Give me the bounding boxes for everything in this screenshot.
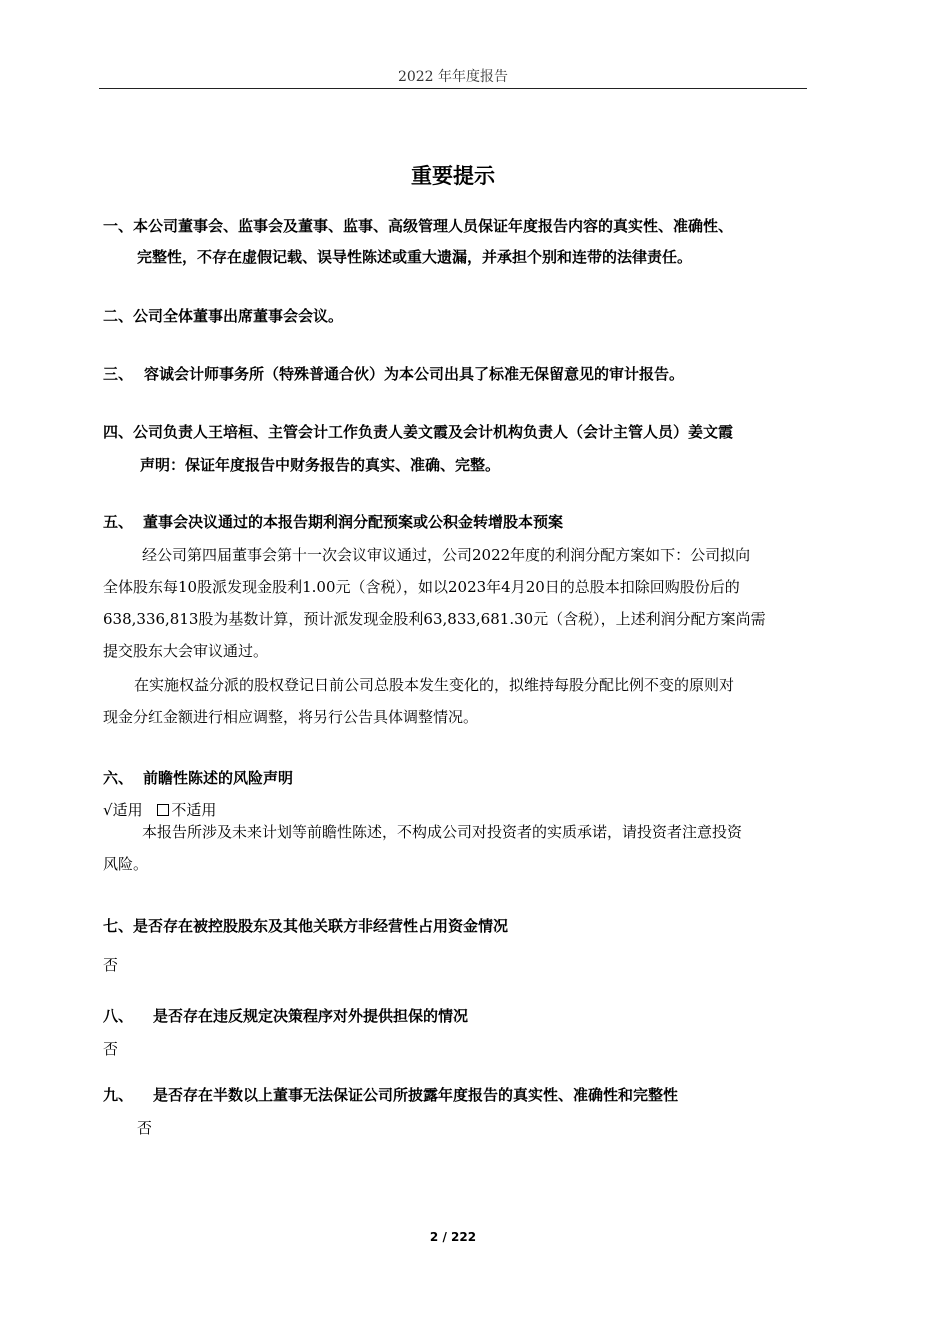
applicable-option: 适用 — [112, 801, 143, 819]
page-title: 重要提示 — [411, 164, 495, 188]
section-2-line-1: 二、公司全体董事出席董事会会议。 — [103, 307, 344, 325]
section-8-number: 八、 — [103, 1007, 134, 1025]
header-rule — [99, 88, 807, 89]
section-5-heading: 董事会决议通过的本报告期利润分配预案或公积金转增股本预案 — [143, 513, 564, 531]
section-3-number: 三、 — [103, 365, 134, 383]
section-7-answer: 否 — [103, 956, 119, 974]
section-9-number: 九、 — [103, 1086, 134, 1104]
not-applicable-label: 不适用 — [171, 801, 217, 819]
section-5-paragraph-1-line-1: 经公司第四届董事会第十一次会议审议通过，公司2022年度的利润分配方案如下：公司拟向 — [142, 546, 751, 564]
section-5-paragraph-2-line-1: 在实施权益分派的股权登记日前公司总股本发生变化的，拟维持每股分配比例不变的原则对 — [134, 676, 735, 694]
check-mark-icon: √ — [103, 801, 113, 819]
section-4-line-2: 声明：保证年度报告中财务报告的真实、准确、完整。 — [140, 456, 501, 474]
section-8-heading: 是否存在违反规定决策程序对外提供担保的情况 — [153, 1007, 469, 1025]
section-5-number: 五、 — [103, 513, 134, 531]
section-5-paragraph-1-line-2: 全体股东每10股派发现金股利1.00元（含税），如以2023年4月20日的总股本扣除回购股份后的 — [103, 578, 740, 596]
section-9-heading: 是否存在半数以上董事无法保证公司所披露年度报告的真实性、准确性和完整性 — [153, 1086, 679, 1104]
section-9-answer: 否 — [137, 1119, 153, 1137]
section-5-paragraph-1-line-3: 638,336,813股为基数计算，预计派发现金股利63,833,681.30元（含税），上述利润分配方案尚需 — [103, 610, 766, 628]
section-8-answer: 否 — [103, 1040, 119, 1058]
section-5-paragraph-1-line-4: 提交股东大会审议通过。 — [103, 642, 269, 660]
section-3-line-1: 容诚会计师事务所（特殊普通合伙）为本公司出具了标准无保留意见的审计报告。 — [144, 365, 685, 383]
page-number: 2 / 222 — [429, 1230, 477, 1244]
section-4-line-1: 四、公司负责人王培桓、主管会计工作负责人姜文霞及会计机构负责人（会计主管人员）姜文霞 — [103, 423, 734, 441]
section-1-line-1: 一、本公司董事会、监事会及董事、监事、高级管理人员保证年度报告内容的真实性、准确性、 — [103, 217, 734, 235]
section-6-heading: 前瞻性陈述的风险声明 — [143, 769, 294, 787]
section-6-paragraph-line-1: 本报告所涉及未来计划等前瞻性陈述，不构成公司对投资者的实质承诺，请投资者注意投资 — [142, 823, 743, 841]
applicability-options — [103, 799, 216, 820]
section-1-line-2: 完整性，不存在虚假记载、误导性陈述或重大遗漏，并承担个别和连带的法律责任。 — [137, 248, 693, 266]
checkbox-empty-icon — [157, 804, 169, 816]
running-header: 2022 年年度报告 — [397, 69, 509, 85]
not-applicable-option — [157, 799, 216, 820]
section-6-number: 六、 — [103, 769, 134, 787]
section-5-paragraph-2-line-2: 现金分红金额进行相应调整，将另行公告具体调整情况。 — [103, 708, 479, 726]
section-7-heading: 七、是否存在被控股股东及其他关联方非经营性占用资金情况 — [103, 917, 509, 935]
section-6-paragraph-line-2: 风险。 — [103, 855, 149, 873]
